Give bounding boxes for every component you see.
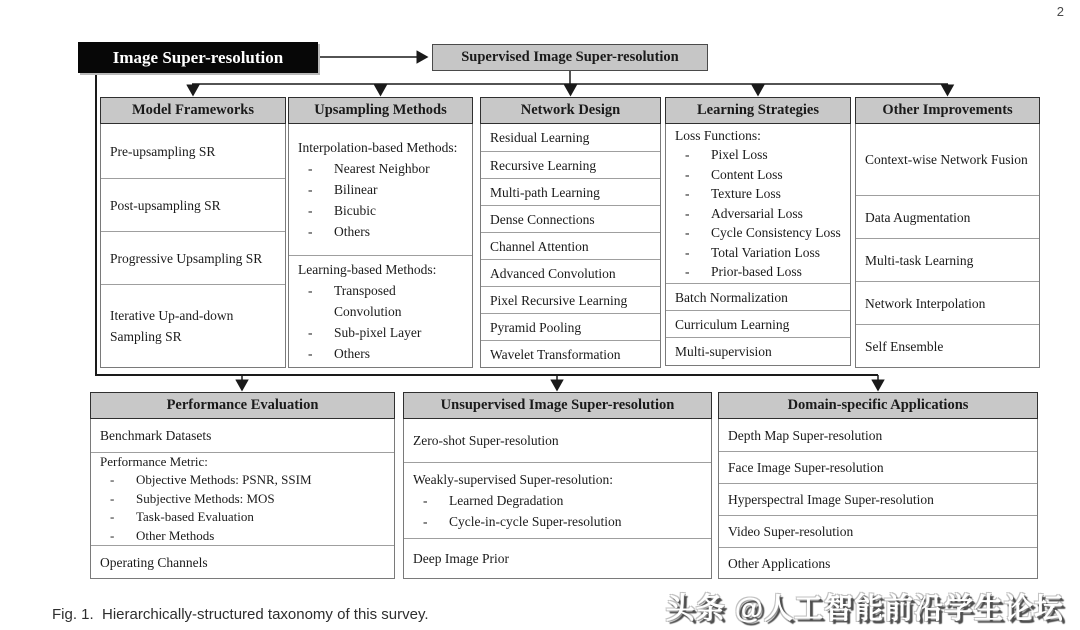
taxonomy-cell: [91, 545, 394, 578]
taxonomy-cell: [856, 195, 1039, 238]
list-item: [675, 165, 842, 185]
cell-label: Post-upsampling SR: [110, 197, 221, 213]
section-header: [90, 392, 395, 419]
cell-label: Residual Learning: [490, 130, 590, 145]
cell-label: Depth Map Super-resolution: [728, 427, 883, 443]
list-item-label: - Subjective Methods: MOS: [136, 490, 275, 506]
cell-label: Data Augmentation: [865, 209, 971, 225]
taxonomy-cell: [101, 124, 285, 178]
cell-label: Deep Image Prior: [413, 551, 509, 566]
taxonomy-cell: [404, 419, 711, 462]
taxonomy-cell: [101, 178, 285, 231]
taxonomy-cell: [481, 286, 660, 313]
taxonomy-cell: [481, 124, 660, 151]
list-item-label: - Adversarial Loss: [711, 205, 803, 221]
list-item: [298, 158, 464, 179]
cell-label: Network Interpolation: [865, 295, 986, 311]
taxonomy-cell: [91, 452, 394, 545]
column-header-label: Learning Strategies: [696, 102, 820, 118]
list-item: [100, 527, 386, 546]
section-header-label: Performance Evaluation: [166, 397, 319, 413]
list-item: [298, 280, 464, 322]
cell-label: Context-wise Network Fusion: [865, 152, 1028, 167]
taxonomy-cell: [481, 178, 660, 205]
list-item-label: - Bicubic: [334, 203, 376, 218]
cell-label: Self Ensemble: [865, 338, 944, 354]
cell-label: Multi-path Learning: [490, 184, 600, 200]
section-domain-specific-applications: [718, 392, 1038, 579]
list-item: [100, 471, 386, 490]
column-other-improvements: [855, 97, 1040, 368]
list-item: [298, 200, 464, 221]
list-item: [100, 490, 386, 509]
list-item: [675, 184, 842, 204]
cell-label: Wavelet Transformation: [490, 346, 621, 362]
taxonomy-cell: [719, 515, 1037, 547]
cell-title: Performance Metric:: [100, 453, 208, 469]
cell-label: Hyperspectral Image Super-resolution: [728, 492, 934, 507]
taxonomy-cell: [481, 151, 660, 178]
list-item-label: - Transposed Convolution: [334, 283, 402, 319]
column-header: [288, 97, 473, 124]
taxonomy-cell: [856, 124, 1039, 195]
cell-label: Pyramid Pooling: [490, 319, 582, 335]
list-item: [675, 262, 842, 282]
list-item-label: - Nearest Neighbor: [334, 161, 430, 176]
section-header: [403, 392, 712, 419]
list-item-label: - Cycle Consistency Loss: [711, 225, 841, 240]
page-number: 2: [1056, 4, 1064, 19]
list-item-label: - Sub-pixel Layer: [334, 325, 422, 340]
taxonomy-cell: [666, 337, 850, 365]
cell-title: Interpolation-based Methods:: [298, 140, 458, 155]
list-item-label: - Task-based Evaluation: [136, 509, 254, 525]
node-label: Supervised Image Super-resolution: [461, 49, 679, 65]
cell-label: Video Super-resolution: [728, 524, 854, 539]
taxonomy-cell: [101, 284, 285, 367]
cell-title: Weakly-supervised Super-resolution:: [413, 472, 613, 487]
list-item: [298, 343, 464, 364]
list-item: [675, 204, 842, 224]
section-header: [718, 392, 1038, 419]
section-header-label: Unsupervised Image Super-resolution: [440, 397, 675, 413]
node-image-super-resolution: [78, 42, 318, 73]
column-header-label: Upsampling Methods: [314, 102, 447, 118]
column-network-design: [480, 97, 661, 368]
cell-label: Recursive Learning: [490, 157, 597, 173]
list-item-label: - Learned Degradation: [449, 493, 564, 508]
column-header-label: Model Frameworks: [131, 102, 254, 118]
taxonomy-cell: [481, 205, 660, 232]
list-item-label: - Pixel Loss: [711, 147, 768, 162]
column-header: [480, 97, 661, 124]
cell-label: Channel Attention: [490, 238, 589, 254]
column-model-frameworks: [100, 97, 286, 368]
taxonomy-cell: [289, 124, 472, 255]
cell-label: Multi-supervision: [675, 344, 772, 359]
taxonomy-cell: [404, 462, 711, 538]
taxonomy-cell: [666, 310, 850, 337]
column-learning-strategies: [665, 97, 851, 366]
column-header-label: Other Improvements: [882, 102, 1013, 118]
list-item-label: - Total Variation Loss: [711, 244, 821, 260]
cell-label: Batch Normalization: [675, 289, 788, 305]
list-item-label: - Objective Methods: PSNR, SSIM: [136, 472, 312, 488]
node-label: Image Super-resolution: [112, 47, 284, 67]
cell-label: Pre-upsampling SR: [110, 143, 216, 159]
taxonomy-cell: [481, 340, 660, 367]
cell-label: Advanced Convolution: [490, 265, 616, 281]
column-header: [665, 97, 851, 124]
list-item-label: - Content Loss: [711, 166, 783, 182]
list-item: [298, 179, 464, 200]
cell-label: Benchmark Datasets: [100, 428, 212, 443]
taxonomy-cell: [481, 232, 660, 259]
taxonomy-cell: [856, 281, 1039, 324]
taxonomy-cell: [666, 283, 850, 310]
cell-label: Curriculum Learning: [675, 316, 790, 332]
column-upsampling-methods: [288, 97, 473, 368]
figure-caption: Fig. 1. Hierarchically-structured taxonomy of this survey.: [52, 606, 429, 623]
node-supervised-image-super-resolution: [432, 44, 708, 71]
cell-label: Iterative Up-and-down Sampling SR: [110, 308, 234, 344]
watermark: 头条 @人工智能前沿学生论坛: [665, 593, 1064, 625]
cell-label: Zero-shot Super-resolution: [413, 433, 559, 448]
list-item: [413, 511, 703, 532]
list-item: [675, 145, 842, 165]
list-item-label: - Other Methods: [136, 527, 215, 543]
column-header: [100, 97, 286, 124]
list-item-label: - Cycle-in-cycle Super-resolution: [449, 514, 622, 529]
list-item: [675, 223, 842, 243]
column-header-label: Network Design: [520, 102, 621, 118]
list-item-label: - Texture Loss: [711, 186, 781, 201]
list-item: [675, 243, 842, 263]
taxonomy-cell: [856, 324, 1039, 367]
cell-title: Loss Functions:: [675, 127, 761, 143]
taxonomy-cell: [481, 259, 660, 286]
cell-label: Multi-task Learning: [865, 252, 974, 268]
list-item-label: - Others: [334, 346, 370, 361]
taxonomy-cell: [719, 451, 1037, 483]
list-item: [298, 221, 464, 242]
taxonomy-cell: [666, 124, 850, 283]
taxonomy-cell: [719, 419, 1037, 451]
cell-label: Dense Connections: [490, 211, 595, 227]
cell-label: Operating Channels: [100, 554, 208, 570]
taxonomy-cell: [289, 255, 472, 367]
section-unsupervised-image-super-resolution: [403, 392, 712, 579]
taxonomy-cell: [91, 419, 394, 452]
cell-label: Face Image Super-resolution: [728, 460, 884, 475]
taxonomy-cell: [101, 231, 285, 284]
list-item: [413, 490, 703, 511]
cell-label: Other Applications: [728, 555, 831, 571]
column-header: [855, 97, 1040, 124]
taxonomy-cell: [481, 313, 660, 340]
taxonomy-cell: [719, 547, 1037, 578]
list-item: [100, 508, 386, 527]
list-item-label: - Others: [334, 224, 370, 239]
cell-label: Progressive Upsampling SR: [110, 250, 263, 266]
cell-label: Pixel Recursive Learning: [490, 292, 628, 308]
list-item-label: - Prior-based Loss: [711, 264, 802, 279]
list-item-label: - Bilinear: [334, 182, 378, 197]
cell-title: Learning-based Methods:: [298, 262, 437, 277]
taxonomy-cell: [856, 238, 1039, 281]
list-item: [298, 322, 464, 343]
section-performance-evaluation: [90, 392, 395, 579]
taxonomy-cell: [404, 538, 711, 578]
section-header-label: Domain-specific Applications: [787, 397, 969, 413]
taxonomy-cell: [719, 483, 1037, 515]
